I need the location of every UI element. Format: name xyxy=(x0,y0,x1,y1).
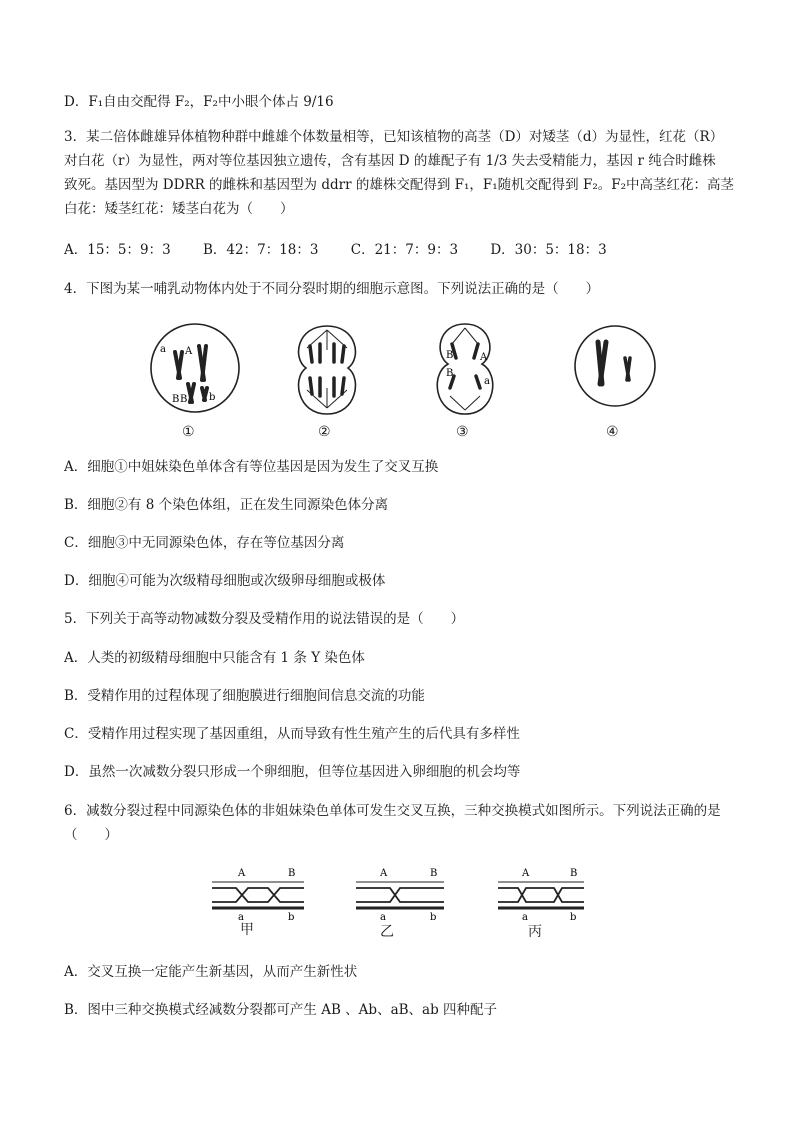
gene-label-A: A xyxy=(522,868,530,879)
q3-options xyxy=(64,240,684,260)
crossover-figure-yi xyxy=(352,866,448,920)
gene-label-b: b xyxy=(570,912,577,920)
cell-figure-1 xyxy=(148,318,244,422)
fig-label-jia: 甲 xyxy=(240,922,254,938)
cell-figure-4 xyxy=(572,318,658,422)
gene-label-A: A xyxy=(238,868,246,879)
fig-label-3: ③ xyxy=(456,424,469,440)
gene-label-B: B xyxy=(446,350,454,361)
gene-label-B: B xyxy=(570,868,578,879)
q2-option-d: D．F₁自由交配得 F₂，F₂中小眼个体占 9/16 xyxy=(64,94,334,110)
q5-option-d: D．虽然一次减数分裂只形成一个卵细胞，但等位基因进入卵细胞的机会均等 xyxy=(64,764,521,780)
gene-label-a: a xyxy=(484,376,490,387)
q3-option-a: A．15：5：9：3 xyxy=(64,242,171,258)
q6-stem: 6．减数分裂过程中同源染色体的非姐妹染色单体可发生交叉互换，三种交换模式如图所示。下列说法正确的是（ ） xyxy=(64,803,721,843)
q4-option-c: C．细胞③中无同源染色体，存在等位基因分离 xyxy=(64,535,345,551)
q3-option-c: C．21：7：9：3 xyxy=(350,242,459,258)
gene-label-a: a xyxy=(522,912,528,920)
gene-label-B: B xyxy=(288,868,296,879)
q6-option-b: B．图中三种交换模式经减数分裂都可产生 AB 、Ab、aB、ab 四种配子 xyxy=(64,1002,498,1018)
gene-label-B: B xyxy=(446,368,454,379)
fig-label-2: ② xyxy=(318,424,331,440)
q5-option-a: A．人类的初级精母细胞中只能含有 1 条 Y 染色体 xyxy=(64,650,365,666)
fig-label-1: ① xyxy=(182,424,195,440)
q4-option-a: A．细胞①中姐妹染色单体含有等位基因是因为发生了交叉互换 xyxy=(64,459,439,475)
q3-stem-line-2: 对白花（r）为显性，两对等位基因独立遗传，含有基因 D 的雄配子有 1/3 失去受精能力，基因 r 纯合时雌株 xyxy=(64,153,716,169)
q3-stem-line-3: 致死。基因型为 DDRR 的雌株和基因型为 ddrr 的雄株交配得到 F₁，F₁随机交配得到 F₂。F₂中高茎红花：高茎 xyxy=(64,177,735,193)
fig-label-4: ④ xyxy=(606,424,619,440)
gene-label-a: a xyxy=(238,912,244,920)
q3-option-d: D．30：5：18：3 xyxy=(490,242,607,258)
gene-label-a: a xyxy=(380,912,386,920)
cell-figure-2 xyxy=(282,318,372,422)
q6-option-a: A．交叉互换一定能产生新基因，从而产生新性状 xyxy=(64,964,358,980)
gene-label-b: b xyxy=(288,912,295,920)
q3-stem-line-4: 白花：矮茎红花：矮茎白花为（ ） xyxy=(64,201,294,217)
q4-stem: 4．下图为某一哺乳动物体内处于不同分裂时期的细胞示意图。下列说法正确的是（ ） xyxy=(64,281,600,297)
gene-label-B: B xyxy=(180,394,188,405)
q5-stem: 5．下列关于高等动物减数分裂及受精作用的说法错误的是（ ） xyxy=(64,611,465,627)
gene-label-b: b xyxy=(430,912,437,920)
gene-label-b: b xyxy=(209,392,216,403)
gene-label-B: B xyxy=(430,868,438,879)
q4-option-b: B．细胞②有 8 个染色体组，正在发生同源染色体分离 xyxy=(64,497,389,513)
cell-figure-3 xyxy=(420,318,510,422)
q3-option-b: B．42：7：18：3 xyxy=(203,242,319,258)
fig-label-bing: 丙 xyxy=(528,924,542,940)
gene-label-A: A xyxy=(185,346,193,357)
q4-option-d: D．细胞④可能为次级精母细胞或次级卵母细胞或极体 xyxy=(64,573,386,589)
gene-label-A: A xyxy=(480,352,488,363)
q5-option-c: C．受精作用过程实现了基因重组，从而导致有性生殖产生的后代具有多样性 xyxy=(64,726,520,742)
fig-label-yi: 乙 xyxy=(380,924,394,940)
crossover-figure-bing xyxy=(494,866,588,920)
gene-label-A: A xyxy=(380,868,388,879)
q5-option-b: B．受精作用的过程体现了细胞膜进行细胞间信息交流的功能 xyxy=(64,688,425,704)
q3-stem-line-1: 3．某二倍体雌雄异体植物种群中雌雄个体数量相等，已知该植物的高茎（D）对矮茎（d）为显性，红花（R） xyxy=(64,129,724,145)
gene-label-B: B xyxy=(172,394,180,405)
crossover-figure-jia xyxy=(208,866,308,920)
gene-label-a: a xyxy=(160,344,166,355)
